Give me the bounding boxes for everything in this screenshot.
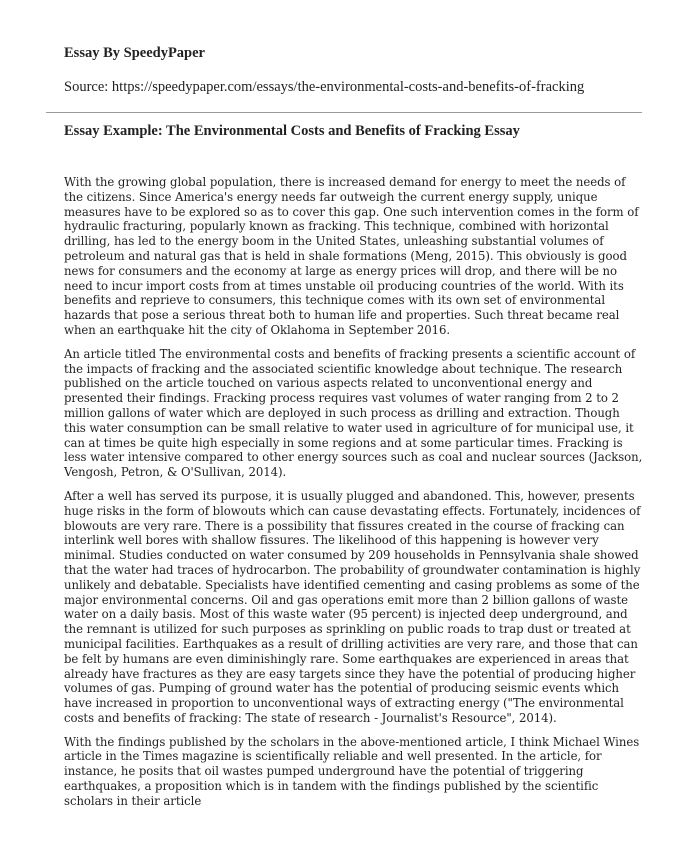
paragraph-4: With the findings published by the scholars in the above-mentioned article, I think Michael Wines article in the Times magazine is scientifically reliable and well presented. In the article, for instance, he posits that oil wastes pumped underground have the potential of triggering earthquakes, a proposition which is in tandem with the findings published by the scientific scholars in their article: [64, 734, 640, 808]
paragraph-1: With the growing global population, there is increased demand for energy to meet the needs of the citizens. Since America's energy needs far outweigh the current energy supply, unique measures have to be explored so as to cover this gap. One such intervention comes in the form of hydraulic fracturing, popularly known as fracking. This technique, combined with horizontal drilling, has led to the energy boom in the United States, unleashing substantial volumes of petroleum and natural gas that is held in shale formations (Meng, 2015). This obviously is good news for consumers and the economy at large as energy prices will drop, and there will be no need to incur import costs from at times unstable oil producing countries of the world. With its benefits and reprieve to consumers, this technique comes with its own set of environmental hazards that pose a serious threat both to human life and properties. Such threat became real when an earthquake hit the city of Oklahoma in September 2016.: [64, 175, 639, 337]
header-divider: [46, 112, 642, 113]
brand-heading: Essay By SpeedyPaper: [64, 45, 205, 61]
paragraph-2: An article titled The environmental costs and benefits of fracking presents a scientific account of the impacts of fracking and the associated scientific knowledge about technique. The research published on the article touched on various aspects related to unconventional energy and presented their findings. Fracking process requires vast volumes of water ranging from 2 to 2 million gallons of water which are deployed in such process as drilling and extraction. Though this water consumption can be small relative to water used in agriculture of for municipal use, it can at times be quite high especially in some regions and at some particular times. Fracking is less water intensive compared to other energy sources such as coal and nuclear sources (Jackson, Vengosh, Petron, & O'Sullivan, 2014).: [64, 346, 643, 480]
essay-body: [64, 175, 645, 809]
source-line: Source: https://speedypaper.com/essays/the-environmental-costs-and-benefits-of-fracking: [64, 79, 585, 95]
paragraph-3: After a well has served its purpose, it is usually plugged and abandoned. This, however, presents huge risks in the form of blowouts which can cause devastating effects. Fortunately, incidences of blowouts are very rare. There is a possibility that fissures created in the course of fracking can interlink well bores with shallow fissures. The likelihood of this happening is however very minimal. Studies conducted on water consumed by 209 households in Pennsylvania shale showed that the water had traces of hydrocarbon. The probability of groundwater contamination is highly unlikely and debatable. Specialists have identified cementing and casing problems as some of the major environmental concerns. Oil and gas operations emit more than 2 billion gallons of waste water on a daily basis. Most of this waste water (95 percent) is injected deep underground, and the remnant is utilized for such purposes as sprinkling on public roads to trap dust or treated at municipal facilities. Earthquakes as a result of drilling activities are very rare, and those that can be felt by humans are even diminishingly rare. Some earthquakes are experienced in areas that already have fractures as they are easy targets since they have the potential of producing higher volumes of gas. Pumping of ground water has the potential of producing seismic events which have increased in proportion to unconventional ways of extracting energy ("The environmental costs and benefits of fracking: The state of research - Journalist's Resource", 2014).: [64, 488, 641, 725]
essay-title: Essay Example: The Environmental Costs and Benefits of Fracking Essay: [64, 123, 520, 139]
